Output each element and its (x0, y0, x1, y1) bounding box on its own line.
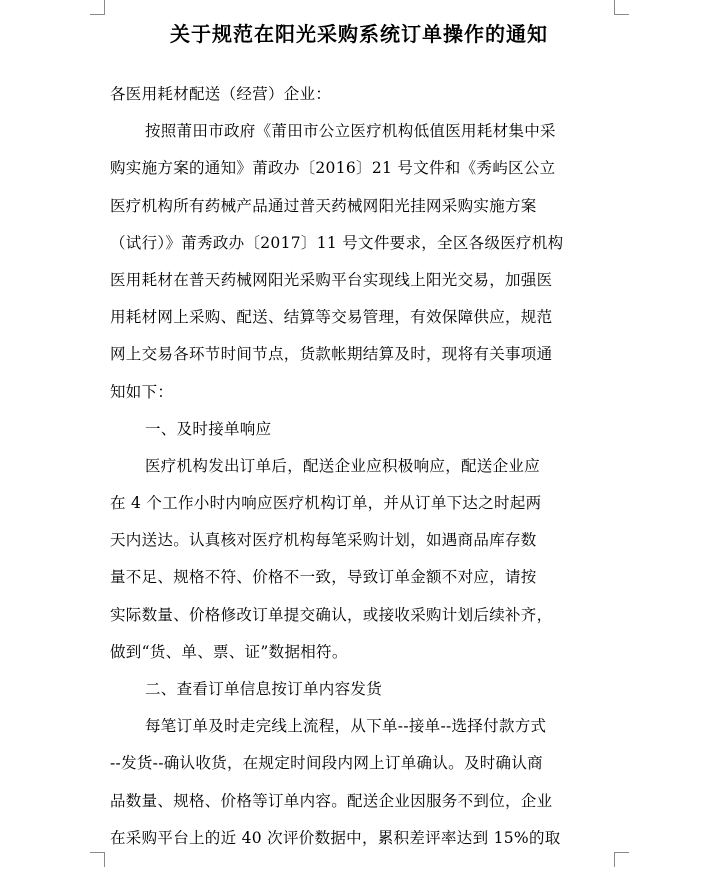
page-corner-mark (90, 0, 105, 15)
page-corner-mark (614, 852, 629, 867)
section-heading: 二、查看订单信息按订单内容发货 (145, 680, 383, 698)
paragraph-line: （试行）》莆秀政办〔2017〕11 号文件要求，全区各级医疗机构 (110, 233, 564, 252)
document-title: 关于规范在阳光采购系统订单操作的通知 (170, 22, 548, 46)
paragraph-line: 用耗材网上采购、配送、结算等交易管理，有效保障供应，规范 (110, 308, 553, 327)
paragraph-line: 按照莆田市政府《莆田市公立医疗机构低值医用耗材集中采 (145, 122, 556, 141)
paragraph-line: 品数量、规格、价格等订单内容。配送企业因服务不到位，企业 (110, 791, 553, 810)
salutation-line: 各医用耗材配送（经营）企业： (110, 85, 332, 103)
paragraph-line: 医用耗材在普天药械网阳光采购平台实现线上阳光交易，加强医 (110, 270, 553, 289)
paragraph-line: 在 4 个工作小时内响应医疗机构订单，并从订单下达之时起两 (110, 494, 542, 513)
paragraph-line: 天内送达。认真核对医疗机构每笔采购计划，如遇商品库存数 (110, 531, 537, 550)
page-corner-mark (614, 0, 629, 15)
page-corner-mark (90, 852, 105, 867)
document-body (110, 76, 610, 857)
section-heading: 一、及时接单响应 (145, 419, 272, 438)
paragraph-line: 每笔订单及时走完线上流程，从下单--接单--选择付款方式 (145, 717, 547, 736)
paragraph-line: 做到“货、单、票、证”数据相符。 (110, 642, 348, 661)
paragraph-line: 医疗机构发出订单后，配送企业应积极响应，配送企业应 (145, 456, 541, 475)
paragraph-line: 医疗机构所有药械产品通过普天药械网阳光挂网采购实施方案 (110, 196, 537, 215)
paragraph-line: 实际数量、价格修改订单提交确认，或接收采购计划后续补齐， (110, 605, 553, 624)
paragraph-line: 知如下： (110, 382, 174, 401)
paragraph-line: 购实施方案的通知》莆政办〔2016〕21 号文件和《秀屿区公立 (110, 159, 556, 178)
paragraph-line: 量不足、规格不符、价格不一致，导致订单金额不对应，请按 (110, 568, 537, 587)
paragraph-line: 在采购平台上的近 40 次评价数据中，累积差评率达到 15%的取 (110, 828, 561, 847)
paragraph-line: 网上交易各环节时间节点，货款帐期结算及时，现将有关事项通 (110, 345, 553, 364)
paragraph-line: --发货--确认收货，在规定时间段内网上订单确认。及时确认商 (110, 754, 543, 773)
